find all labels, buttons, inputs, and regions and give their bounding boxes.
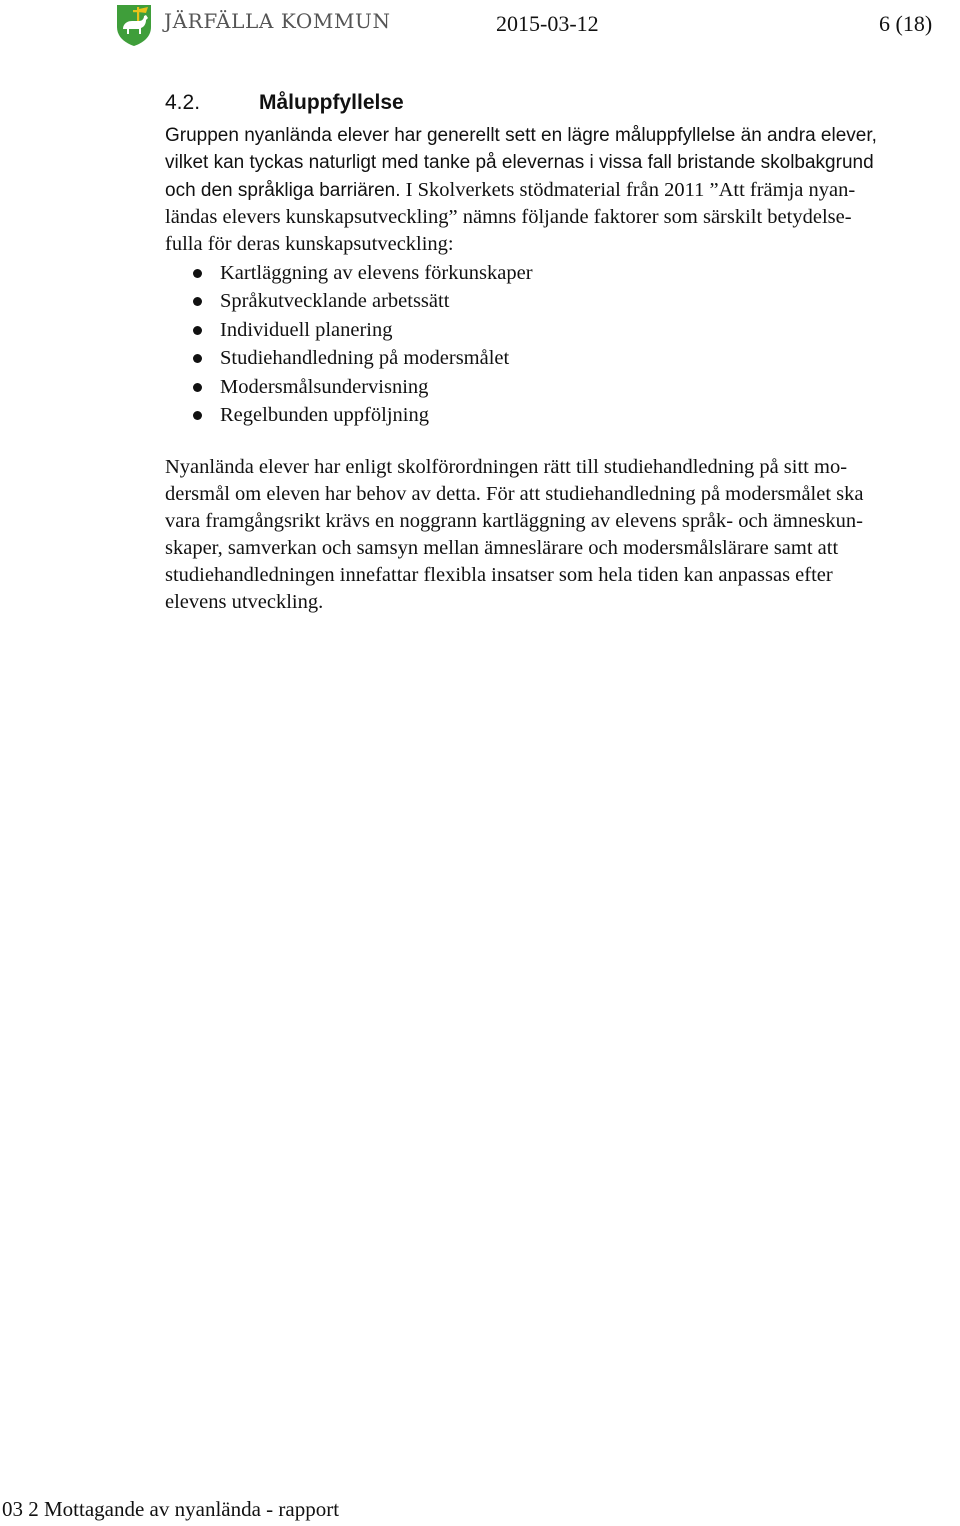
paragraph1-line: fulla för deras kunskapsutveckling: [165,233,454,255]
paragraph1-line: ländas elevers kunskapsutveckling” nämns följande faktorer som särskilt betydelse- [165,206,852,228]
bullet-icon [193,269,202,278]
paragraph1-line3-serif: I Skolverkets stödmaterial från 2011 ”Att främja nyan- [400,179,856,201]
bullet-icon [193,297,202,306]
paragraph1-line: vilket kan tyckas naturligt med tanke på elevernas i vissa fall bristande skolbakgrund [165,152,874,173]
document-date: 2015-03-12 [496,11,599,36]
paragraph2-line: dersmål om eleven har behov av detta. För att studiehandledning på modersmålet ska [165,483,864,505]
logo-wordmark: JÄRFÄLLA KOMMUN [164,9,391,33]
bullet-icon [193,326,202,335]
paragraph1-line3-sans: och den språkliga barriären. [165,180,401,201]
section-title: Måluppfyllelse [259,91,404,114]
page-number: 6 (18) [879,11,933,36]
paragraph2-line: skaper, samverkan och samsyn mellan ämneslärare och modersmålslärare samt att [165,537,839,559]
bullet-icon [193,383,202,392]
document-page: JÄRFÄLLA KOMMUN 2015-03-12 6 (18) 4.2. Måluppfyllelse Gruppen nyanlända elever har generellt sett en lägre måluppfyllelse än andra elever, vilket kan tyckas naturligt med tanke på elevernas i vissa fall bristande skolbakgrund och den språkliga barriären. I Skolverkets stödmaterial från 2011 ”Att främja nyan- ländas elevers kunskapsutveckling” nämns följande faktorer som särskilt betydelse- fulla för deras kunskapsutveckling: Kartläggning av elevens förkunskaper Språkutvecklande arbetssätt Individuell planering Studiehandledning på modersmålet Modersmålsundervisning Regelbunden uppföljning Nyanlända elever har enligt skolförordningen rätt till studiehandledning på sitt mo- dersmål om eleven har behov av detta. För att studiehandledning på modersmålet ska vara framgångsrikt krävs en noggrann kartläggning av elevens språk- och ämneskun- skaper, samverkan och samsyn mellan ämneslärare och modersmålslärare samt att studiehandledningen innefattar flexibla insatser som hela tiden kan anpassas efter elevens utveckling. 03 2 Mottagande av nyanlända - rapport [0,0,960,1526]
page-footer: 03 2 Mottagande av nyanlända - rapport [2,1497,340,1521]
page-header [0,0,960,60]
paragraph1-line [165,177,855,204]
paragraph2-line: studiehandledningen innefattar flexibla insatser som hela tiden kan anpassas efter [165,564,833,586]
paragraph2-line: vara framgångsrikt krävs en noggrann kartläggning av elevens språk- och ämneskun- [165,510,863,532]
jarfalla-coat-of-arms-logo [115,3,153,47]
bullet-icon [193,411,202,420]
paragraph2-line: elevens utveckling. [165,591,324,613]
paragraph2-line: Nyanlända elever har enligt skolförordningen rätt till studiehandledning på sitt mo- [165,456,848,478]
paragraph1-line: Gruppen nyanlända elever har generellt sett en lägre måluppfyllelse än andra elever, [165,125,877,146]
section-number: 4.2. [165,91,201,114]
bullet-icon [193,354,202,363]
